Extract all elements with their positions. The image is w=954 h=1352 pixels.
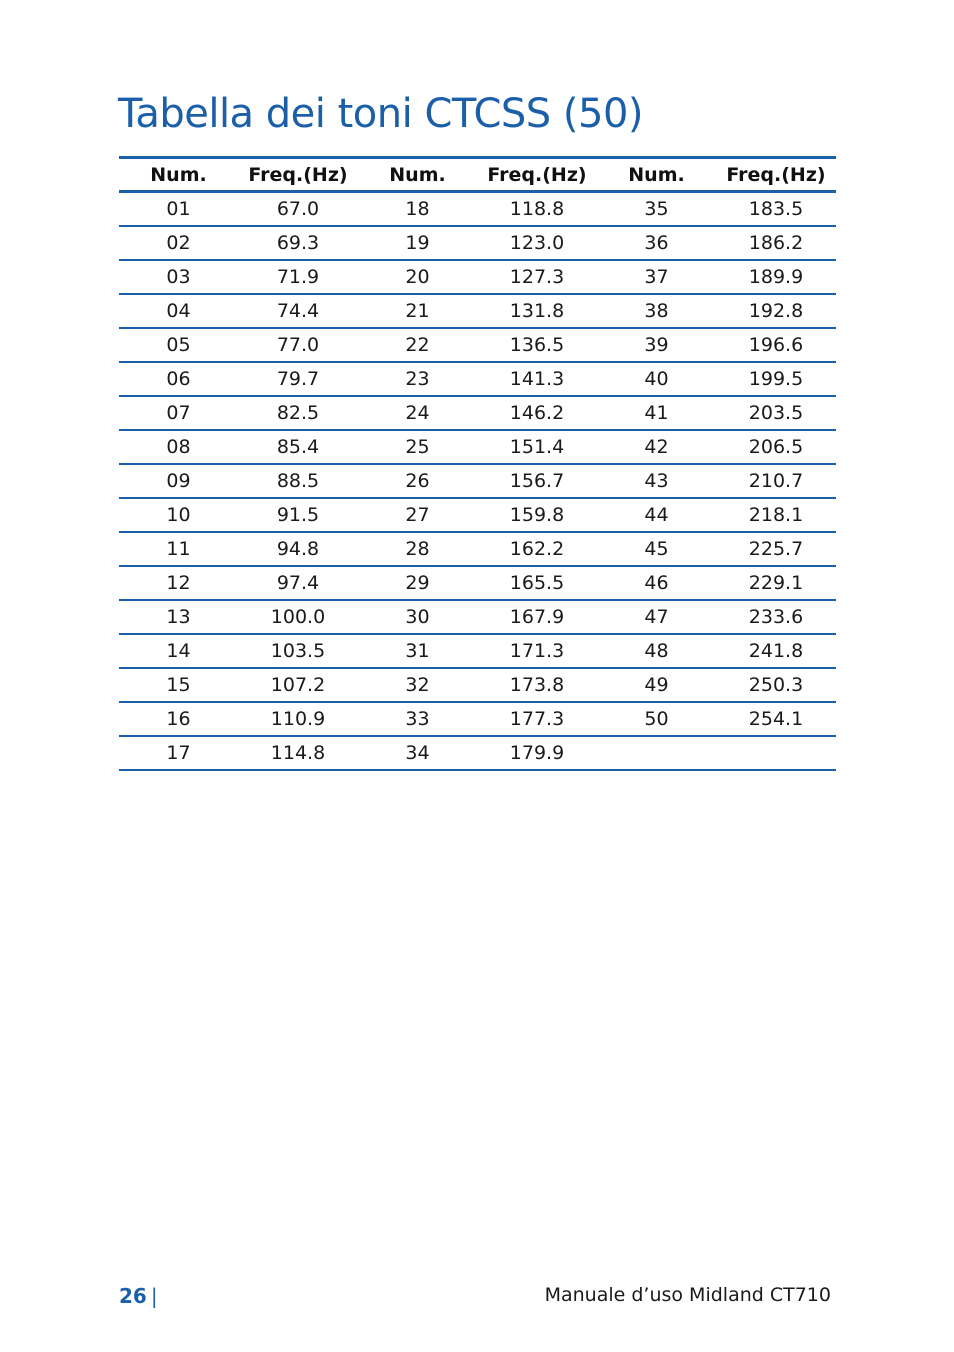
- tone-frequency-cell: 82.5: [276, 402, 320, 424]
- tone-frequency-cell: 159.8: [509, 504, 565, 526]
- tone-frequency-cell: 79.7: [276, 368, 320, 390]
- table-row: [119, 464, 836, 498]
- tone-number-cell: 14: [166, 640, 191, 662]
- tone-number-cell: 38: [644, 300, 669, 322]
- table-header-row: [119, 158, 836, 192]
- tone-number-cell: 17: [166, 742, 191, 764]
- tone-number-cell: 35: [644, 198, 669, 220]
- tone-number-cell: 31: [405, 640, 430, 662]
- tone-frequency-cell: 94.8: [276, 538, 320, 560]
- tone-number-cell: 13: [166, 606, 191, 628]
- table-row: [119, 702, 836, 736]
- tone-frequency-cell: 179.9: [509, 742, 565, 764]
- tone-frequency-cell: 183.5: [748, 198, 804, 220]
- table-header: [119, 158, 836, 192]
- tone-frequency-cell: 146.2: [509, 402, 565, 424]
- tone-number-cell: 16: [166, 708, 191, 730]
- table-row: [119, 430, 836, 464]
- tone-frequency-cell: 91.5: [276, 504, 320, 526]
- tone-number-cell: 34: [405, 742, 430, 764]
- column-header-freq: Freq.(Hz): [248, 163, 348, 186]
- tone-frequency-cell: 167.9: [509, 606, 565, 628]
- footer-page-number: [119, 1284, 158, 1308]
- table-row: [119, 192, 836, 227]
- tone-frequency-cell: 173.8: [509, 674, 565, 696]
- tone-frequency-cell: 254.1: [748, 708, 804, 730]
- tone-frequency-cell: 196.6: [748, 334, 804, 356]
- table-row: [119, 736, 836, 770]
- tone-frequency-cell: 250.3: [748, 674, 804, 696]
- table-row: [119, 566, 836, 600]
- tone-number-cell: 25: [405, 436, 430, 458]
- ctcss-tone-table: [119, 156, 836, 771]
- table-body: [119, 192, 836, 771]
- tone-number-cell: 43: [644, 470, 669, 492]
- tone-number-cell: 41: [644, 402, 669, 424]
- tone-number-cell: 49: [644, 674, 669, 696]
- tone-number-cell: 04: [166, 300, 191, 322]
- table-row: [119, 226, 836, 260]
- tone-number-cell: 06: [166, 368, 191, 390]
- tone-number-cell: 32: [405, 674, 430, 696]
- tone-number-cell: 26: [405, 470, 430, 492]
- tone-number-cell: 21: [405, 300, 430, 322]
- tone-frequency-cell: 69.3: [276, 232, 320, 254]
- tone-frequency-cell: 141.3: [509, 368, 565, 390]
- tone-frequency-cell: 131.8: [509, 300, 565, 322]
- tone-number-cell: 50: [644, 708, 669, 730]
- tone-frequency-cell: 199.5: [748, 368, 804, 390]
- tone-frequency-cell: 171.3: [509, 640, 565, 662]
- tone-frequency-cell: 85.4: [276, 436, 320, 458]
- tone-frequency-cell: 156.7: [509, 470, 565, 492]
- tone-frequency-cell: 103.5: [270, 640, 326, 662]
- tone-frequency-cell: 107.2: [270, 674, 326, 696]
- tone-number-cell: 46: [644, 572, 669, 594]
- tone-frequency-cell: 123.0: [509, 232, 565, 254]
- tone-frequency-cell: 177.3: [509, 708, 565, 730]
- tone-number-cell: 47: [644, 606, 669, 628]
- tone-frequency-cell: 67.0: [276, 198, 320, 220]
- column-header-num: Num.: [628, 163, 685, 186]
- tone-number-cell: 23: [405, 368, 430, 390]
- table-row: [119, 328, 836, 362]
- tone-number-cell: 03: [166, 266, 191, 288]
- tone-frequency-cell: 162.2: [509, 538, 565, 560]
- tone-number-cell: 12: [166, 572, 191, 594]
- tone-frequency-cell: 88.5: [276, 470, 320, 492]
- tone-number-cell: 37: [644, 266, 669, 288]
- tone-frequency-cell: 74.4: [276, 300, 320, 322]
- tone-number-cell: 11: [166, 538, 191, 560]
- tone-number-cell: 39: [644, 334, 669, 356]
- tone-frequency-cell: 110.9: [270, 708, 326, 730]
- tone-frequency-cell: 192.8: [748, 300, 804, 322]
- tone-frequency-cell: 118.8: [509, 198, 565, 220]
- table-row: [119, 532, 836, 566]
- tone-frequency-cell: 241.8: [748, 640, 804, 662]
- table-row: [119, 362, 836, 396]
- tone-number-cell: 27: [405, 504, 430, 526]
- tone-frequency-cell: 229.1: [748, 572, 804, 594]
- tone-number-cell: 09: [166, 470, 191, 492]
- tone-number-cell: 01: [166, 198, 191, 220]
- tone-number-cell: 30: [405, 606, 430, 628]
- column-header-freq: Freq.(Hz): [487, 163, 587, 186]
- tone-number-cell: [597, 736, 716, 770]
- tone-number-cell: 24: [405, 402, 430, 424]
- tone-frequency-cell: 136.5: [509, 334, 565, 356]
- footer-separator: |: [150, 1284, 158, 1308]
- tone-number-cell: 45: [644, 538, 669, 560]
- tone-number-cell: 42: [644, 436, 669, 458]
- tone-number-cell: 36: [644, 232, 669, 254]
- tone-frequency-cell: 186.2: [748, 232, 804, 254]
- table-row: [119, 260, 836, 294]
- tone-number-cell: 29: [405, 572, 430, 594]
- tone-number-cell: 33: [405, 708, 430, 730]
- table-row: [119, 634, 836, 668]
- tone-frequency-cell: 203.5: [748, 402, 804, 424]
- tone-frequency-cell: 225.7: [748, 538, 804, 560]
- page-number: 26: [119, 1284, 147, 1308]
- tone-frequency-cell: 233.6: [748, 606, 804, 628]
- tone-frequency-cell: [716, 736, 836, 770]
- tone-frequency-cell: 206.5: [748, 436, 804, 458]
- table-row: [119, 498, 836, 532]
- tone-frequency-cell: 218.1: [748, 504, 804, 526]
- column-header-num: Num.: [150, 163, 207, 186]
- tone-number-cell: 20: [405, 266, 430, 288]
- tone-frequency-cell: 165.5: [509, 572, 565, 594]
- tone-number-cell: 08: [166, 436, 191, 458]
- table-row: [119, 668, 836, 702]
- tone-number-cell: 44: [644, 504, 669, 526]
- tone-frequency-cell: 100.0: [270, 606, 326, 628]
- tone-number-cell: 07: [166, 402, 191, 424]
- tone-frequency-cell: 210.7: [748, 470, 804, 492]
- table-row: [119, 294, 836, 328]
- column-header-num: Num.: [389, 163, 446, 186]
- tone-frequency-cell: 114.8: [270, 742, 326, 764]
- table-row: [119, 396, 836, 430]
- tone-number-cell: 05: [166, 334, 191, 356]
- footer-manual-name: Manuale d’uso Midland CT710: [544, 1284, 831, 1306]
- column-header-freq: Freq.(Hz): [726, 163, 826, 186]
- tone-frequency-cell: 77.0: [276, 334, 320, 356]
- tone-number-cell: 48: [644, 640, 669, 662]
- table-row: [119, 600, 836, 634]
- tone-number-cell: 02: [166, 232, 191, 254]
- tone-number-cell: 15: [166, 674, 191, 696]
- tone-frequency-cell: 127.3: [509, 266, 565, 288]
- tone-number-cell: 10: [166, 504, 191, 526]
- tone-frequency-cell: 151.4: [509, 436, 565, 458]
- tone-number-cell: 18: [405, 198, 430, 220]
- page-title: Tabella dei toni CTCSS (50): [118, 91, 643, 137]
- tone-frequency-cell: 189.9: [748, 266, 804, 288]
- tone-number-cell: 40: [644, 368, 669, 390]
- tone-frequency-cell: 97.4: [276, 572, 320, 594]
- tone-frequency-cell: 71.9: [276, 266, 320, 288]
- tone-number-cell: 19: [405, 232, 430, 254]
- tone-number-cell: 28: [405, 538, 430, 560]
- tone-number-cell: 22: [405, 334, 430, 356]
